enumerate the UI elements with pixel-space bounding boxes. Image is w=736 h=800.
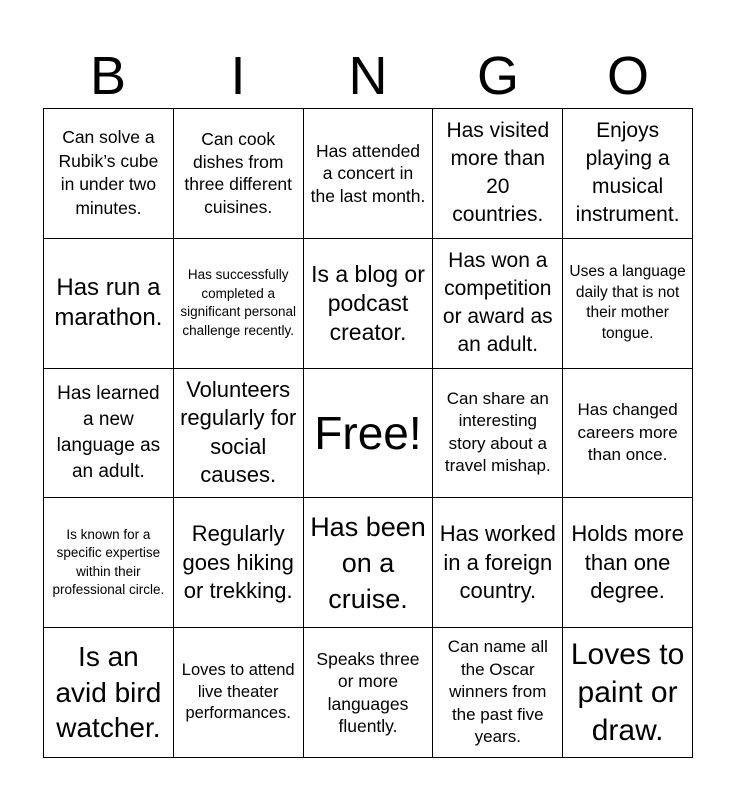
cell-text: Loves to paint or draw. <box>570 637 685 747</box>
cell-text: Is an avid bird watcher. <box>55 641 162 744</box>
bingo-cell[interactable] <box>174 369 304 499</box>
bingo-cell[interactable] <box>304 628 434 758</box>
bingo-cell[interactable] <box>304 239 434 369</box>
bingo-header <box>43 44 693 108</box>
free-space-cell[interactable] <box>304 369 434 499</box>
header-letter-o: O <box>606 46 649 106</box>
cell-text: Has won a competition or award as an adult. <box>442 249 553 357</box>
bingo-cell[interactable] <box>44 239 174 369</box>
bingo-cell[interactable] <box>44 498 174 628</box>
cell-text: Has successfully completed a significant personal challenge recently. <box>180 267 296 338</box>
bingo-cell[interactable] <box>563 109 693 239</box>
bingo-cell[interactable] <box>433 498 563 628</box>
cell-text: Enjoys playing a musical instrument. <box>575 119 680 227</box>
header-letter-b: B <box>89 46 127 106</box>
cell-text: Holds more than one degree. <box>571 521 684 604</box>
bingo-cell[interactable] <box>563 628 693 758</box>
cell-text: Can solve a Rubik’s cube in under two minutes. <box>58 127 159 218</box>
header-letter-i: I <box>230 46 246 106</box>
bingo-cell[interactable] <box>433 369 563 499</box>
header-letter-g: G <box>476 46 519 106</box>
bingo-cell[interactable] <box>44 628 174 758</box>
bingo-cell[interactable] <box>433 628 563 758</box>
cell-text: Has run a marathon. <box>54 274 163 332</box>
bingo-cell[interactable] <box>174 109 304 239</box>
cell-text: Has changed careers more than once. <box>577 400 678 465</box>
bingo-cell[interactable] <box>174 239 304 369</box>
bingo-cell[interactable] <box>433 239 563 369</box>
cell-text: Speaks three or more languages fluently. <box>316 648 420 737</box>
free-space-text: Free! <box>314 406 422 459</box>
cell-text: Uses a language daily that is not their mother tongue. <box>569 263 686 342</box>
bingo-cell[interactable] <box>563 369 693 499</box>
cell-text: Can share an interesting story about a travel mishap. <box>444 388 551 476</box>
cell-text: Volunteers regularly for social causes. <box>180 376 297 488</box>
bingo-cell[interactable] <box>304 498 434 628</box>
bingo-cell[interactable] <box>563 498 693 628</box>
header-letter-n: N <box>348 46 388 106</box>
cell-text: Can name all the Oscar winners from the past five years. <box>447 637 548 747</box>
bingo-cell[interactable] <box>44 369 174 499</box>
cell-text: Regularly goes hiking or trekking. <box>182 521 294 604</box>
cell-text: Is a blog or podcast creator. <box>311 260 425 345</box>
bingo-grid <box>43 108 693 758</box>
bingo-cell[interactable] <box>433 109 563 239</box>
cell-text: Has attended a concert in the last month. <box>310 140 426 206</box>
cell-text: Can cook dishes from three different cuisines. <box>184 129 293 217</box>
cell-text: Is known for a specific expertise within their professional circle. <box>52 526 165 598</box>
cell-text: Has learned a new language as an adult. <box>56 382 161 482</box>
bingo-cell[interactable] <box>174 498 304 628</box>
cell-text: Has been on a cruise. <box>310 511 426 614</box>
cell-text: Has worked in a foreign country. <box>439 521 556 604</box>
bingo-cell[interactable] <box>44 109 174 239</box>
bingo-cell[interactable] <box>304 109 434 239</box>
bingo-cell[interactable] <box>174 628 304 758</box>
bingo-cell[interactable] <box>563 239 693 369</box>
cell-text: Loves to attend live theater performances. <box>181 661 295 723</box>
cell-text: Has visited more than 20 countries. <box>446 119 550 227</box>
